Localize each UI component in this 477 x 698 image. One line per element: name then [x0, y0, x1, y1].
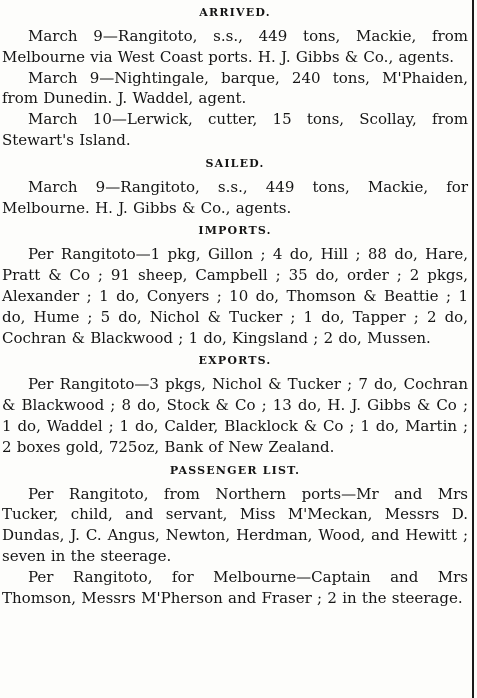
arrived-entry-3: March 10—Lerwick, cutter, 15 tons, Scollay, from Stewart's Island. [2, 110, 468, 149]
arrived-entry-2: March 9—Nightingale, barque, 240 tons, M'Phaiden, from Dunedin. J. Waddel, agent. [2, 68, 468, 108]
exports-heading: EXPORTS. [198, 354, 272, 368]
arrived-heading: ARRIVED. [199, 6, 271, 19]
passenger-entry-1: Per Rangitoto, from Northern ports—Mr and Mrs Tucker, child, and servant, Miss M'Meckan, Messrs D. Dundas, J. C. Angus, Newton, Herdman, Wood, and Hewitt ; seven in the steerage. [2, 484, 468, 565]
arrived-entry-1: March 9—Rangitoto, s.s., 449 tons, Mackie, from Melbourne via West Coast ports. H. J. Gibbs & Co., agents. [2, 27, 468, 66]
shipping-intelligence [2, 0, 468, 608]
passenger-entry-2: Per Rangitoto, for Melbourne—Captain and Mrs Thomson, Messrs M'Pherson and Fraser ; 2 in the steerage. [2, 567, 468, 607]
sailed-heading: SAILED. [205, 156, 265, 170]
imports-heading: IMPORTS. [198, 224, 272, 238]
passenger-list-heading: PASSENGER LIST. [169, 463, 301, 477]
exports-entry-1: Per Rangitoto—3 pkgs, Nichol & Tucker ; 7 do, Cochran & Blackwood ; 8 do, Stock & Co ; 13 do, H. J. Gibbs & Co ; 1 do, Waddel ; 1 do, Calder, Blacklock & Co ; 1 do, Martin ; 2 boxes gold, 725oz, Bank of New Zealand. [2, 375, 468, 456]
sailed-entry-1: March 9—Rangitoto, s.s., 449 tons, Mackie, for Melbourne. H. J. Gibbs & Co., agents. [2, 177, 468, 217]
imports-entry-1: Per Rangitoto—1 pkg, Gillon ; 4 do, Hill ; 88 do, Hare, Pratt & Co ; 91 sheep, Campbell ; 35 do, order ; 2 pkgs, Alexander ; 1 do, Conyers ; 10 do, Thomson & Beattie ; 1 do, Hume ; 5 do, Nichol & Tucker ; 1 do, Tapper ; 2 do, Cochran & Blackwood ; 1 do, Kingsland ; 2 do, Mussen. [2, 245, 468, 347]
column-rule [472, 0, 474, 698]
